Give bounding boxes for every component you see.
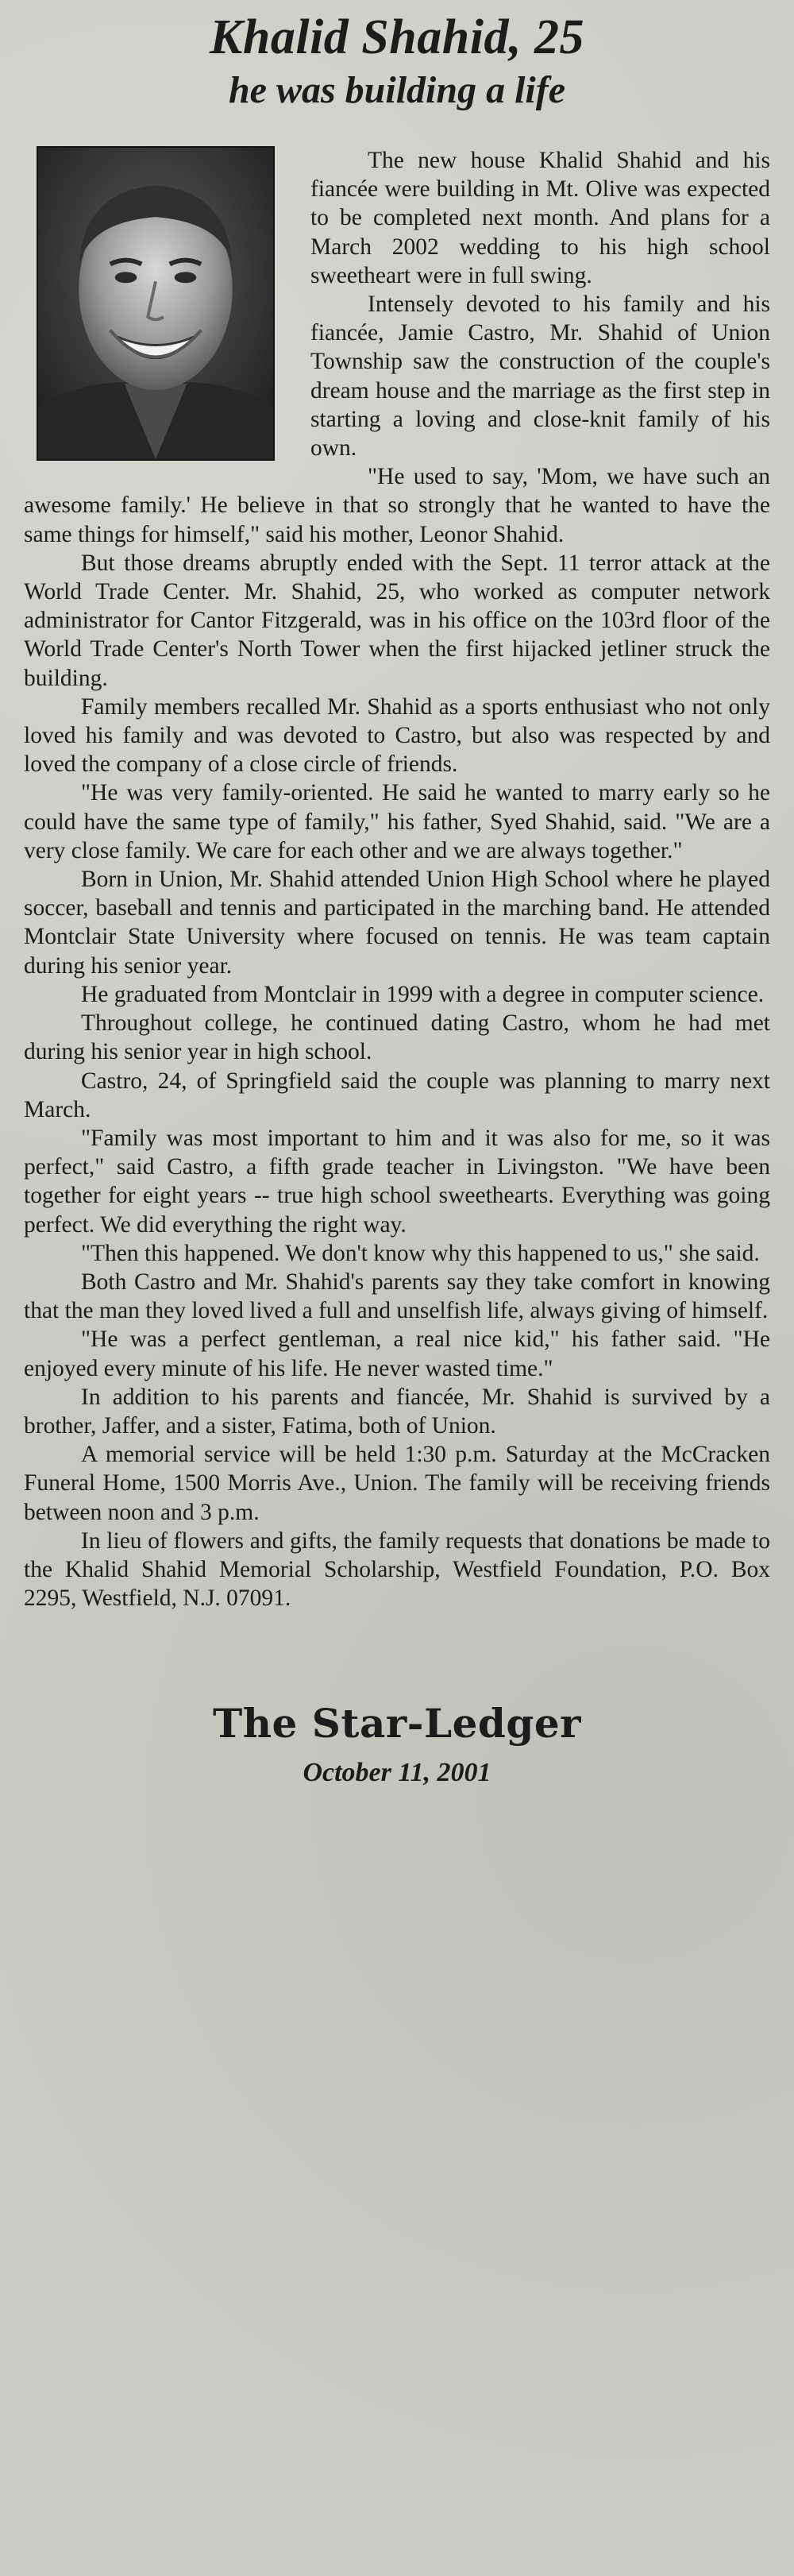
paragraph-6: "He was very family-oriented. He said he wanted to marry early so he could have the same type of family," his father, Syed Shahid, said. "We are a very close family. We care for each other and we are always together."	[24, 780, 770, 863]
newspaper-masthead: The Star-Ledger	[212, 1700, 582, 1748]
paragraph-9: Throughout college, he continued dating Castro, whom he had met during his senior year in high school.	[24, 1010, 770, 1065]
publication-date: October 11, 2001	[303, 1758, 491, 1788]
subheadline: he was building a life	[228, 69, 566, 111]
paragraph-2: Intensely devoted to his family and his fiancée, Jamie Castro, Mr. Shahid of Union Township saw the construction of the couple's dream house and the marriage as the first step in starting a loving and close-knit family of his own.	[310, 292, 770, 462]
paragraph-13: Both Castro and Mr. Shahid's parents say they take comfort in knowing that the man they loved lived a full and unselfish life, always giving of himself.	[24, 1269, 770, 1324]
paragraph-3: "He used to say, 'Mom, we have such an awesome family.' He believe in that so strongly that he wanted to have the same things for himself," said his mother, Leonor Shahid.	[24, 464, 770, 547]
paragraph-8: He graduated from Montclair in 1999 with a degree in computer science.	[81, 981, 765, 1007]
paragraph-4: But those dreams abruptly ended with the Sept. 11 terror attack at the World Trade Center. Mr. Shahid, 25, who worked as computer network administrator for Cantor Fitzgerald, was in his office on the 103rd floor of the World Trade Center's North Tower when the first hijacked jetliner struck the building.	[24, 550, 770, 691]
paragraph-11: "Family was most important to him and it was also for me, so it was perfect," said Castro, a fifth grade teacher in Livingston. "We have been together for eight years -- true high school sweethearts. Everything was going perfect. We did everything the right way.	[24, 1125, 770, 1238]
paragraph-14: "He was a perfect gentleman, a real nice kid," his father said. "He enjoyed every minute of his life. He never wasted time."	[24, 1327, 770, 1381]
paragraph-12: "Then this happened. We don't know why this happened to us," she said.	[81, 1240, 760, 1266]
paragraph-17: In lieu of flowers and gifts, the family requests that donations be made to the Khalid Shahid Memorial Scholarship, Westfield Foundation, P.O. Box 2295, Westfield, N.J. 07091.	[24, 1527, 770, 1612]
paragraph-5: Family members recalled Mr. Shahid as a sports enthusiast who not only loved his family and was devoted to Castro, but also was respected by and loved the company of a close circle of friends.	[24, 693, 770, 778]
paragraph-10: Castro, 24, of Springfield said the couple was planning to marry next March.	[24, 1068, 770, 1122]
paragraph-1: The new house Khalid Shahid and his fiancée were building in Mt. Olive was expected to be completed next month. And plans for a March 2002 wedding to his high school sweetheart were in full swing.	[310, 148, 770, 288]
headline: Khalid Shahid, 25	[210, 10, 584, 64]
paragraph-7: Born in Union, Mr. Shahid attended Union High School where he played soccer, baseball and tennis and participated in the marching band. He attended Montclair State University where focused on tennis. He was team captain during his senior year.	[24, 867, 770, 979]
portrait-photo	[37, 146, 275, 461]
paragraph-15: In addition to his parents and fiancée, Mr. Shahid is survived by a brother, Jaffer, and a sister, Fatima, both of Union.	[24, 1384, 770, 1439]
article-body	[24, 146, 770, 1612]
paragraph-16: A memorial service will be held 1:30 p.m. Saturday at the McCracken Funeral Home, 1500 Morris Ave., Union. The family will be receiving friends between noon and 3 p.m.	[24, 1442, 770, 1525]
